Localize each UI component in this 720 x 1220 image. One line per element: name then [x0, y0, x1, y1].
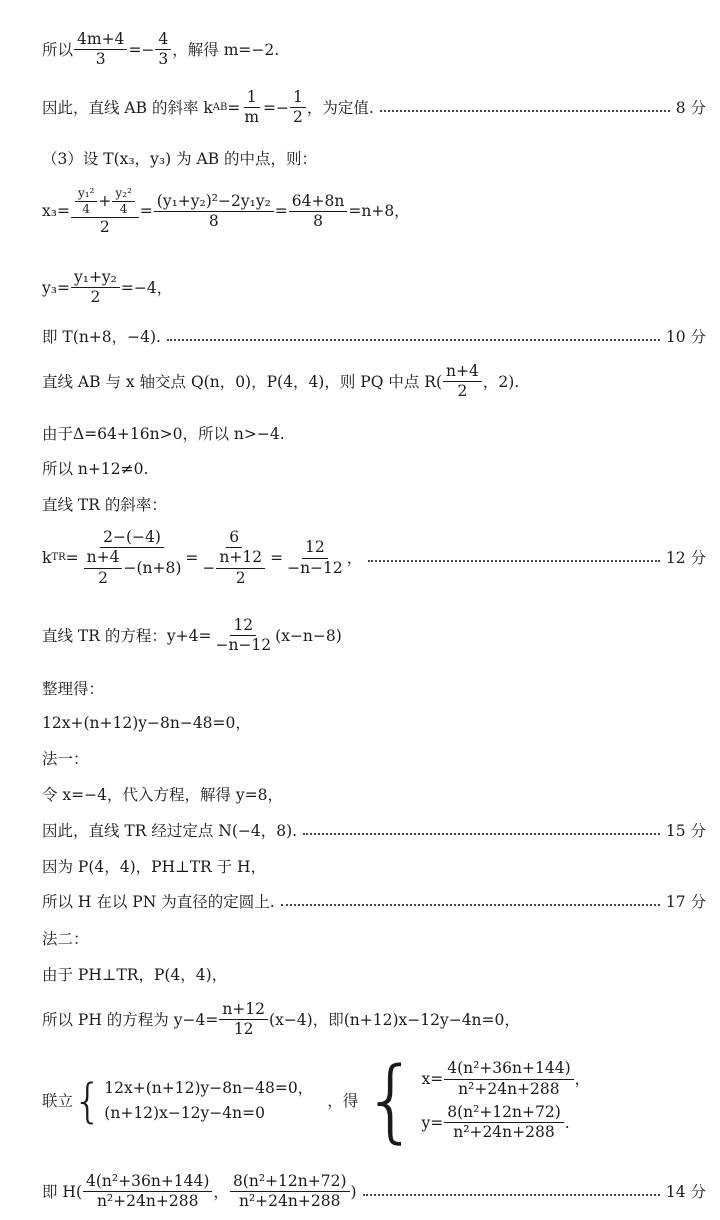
denominator: 3: [158, 50, 169, 69]
fraction: [80, 528, 185, 588]
text: =: [270, 548, 284, 567]
line-24: [42, 1172, 706, 1212]
fraction: [241, 88, 262, 128]
fraction: [212, 616, 274, 656]
line-14: [42, 714, 706, 733]
denominator: n²+24n+288: [96, 1192, 199, 1211]
text: =: [185, 548, 199, 567]
subscript: TR: [51, 552, 66, 564]
fraction: [443, 362, 482, 402]
denominator: 4: [82, 202, 90, 216]
text: 法一：: [42, 750, 89, 768]
fraction: [112, 186, 134, 217]
text: 即 T(n+8，−4).: [42, 328, 161, 346]
line-12: [42, 616, 706, 656]
line-20: [42, 930, 706, 949]
numerator: 64+8n: [289, 192, 348, 212]
numerator: 12: [302, 538, 328, 558]
numerator: 1: [244, 88, 260, 108]
dot-leader: [281, 904, 660, 906]
fraction: [154, 192, 274, 232]
denominator: n²+24n+288: [238, 1192, 341, 1211]
score-label: 15 分: [665, 822, 706, 840]
line-16: [42, 786, 706, 805]
fraction: [284, 538, 346, 578]
text: =n+8，: [348, 202, 410, 221]
text: ，得: [327, 1091, 359, 1110]
denominator: [80, 548, 185, 588]
dot-leader: [303, 833, 660, 835]
numerator: 4(n²+36n+144): [83, 1172, 212, 1192]
numerator: 12: [230, 616, 256, 636]
denominator: 2: [235, 568, 246, 587]
text: =−4，: [120, 278, 173, 297]
fraction: [290, 88, 306, 128]
text: 因为 P(4，4)，PH⊥TR 于 H，: [42, 858, 267, 876]
text: 直线 AB 与 x 轴交点 Q(n，0)，P(4，4)，则 PQ 中点 R(: [42, 372, 442, 391]
text: 所以 H 在以 PN 为直径的定圆上.: [42, 893, 275, 911]
denominator: 2: [457, 382, 468, 401]
text: 12x+(n+12)y−8n−48=0，: [42, 714, 251, 732]
system-rows: [421, 1059, 590, 1143]
denominator: 3: [95, 50, 106, 69]
text: 即 H(: [42, 1182, 82, 1201]
text: .: [564, 1113, 570, 1132]
text: +: [98, 191, 112, 210]
text: 直线 TR 的斜率：: [42, 496, 167, 514]
text: 整理得：: [42, 680, 105, 698]
denominator: 2: [98, 568, 108, 587]
dot-leader: [167, 339, 660, 341]
score-label: 12 分: [665, 548, 706, 567]
text: =: [139, 202, 153, 221]
numerator: 8(n²+12n+72): [444, 1103, 564, 1123]
text: ，: [346, 548, 363, 567]
line-13: [42, 680, 706, 699]
text: ，: [574, 1069, 591, 1088]
numerator: n+4: [443, 362, 482, 382]
equation-system: [73, 1074, 314, 1128]
text: （3）设 T(x₃，y₃) 为 AB 的中点，则：: [42, 150, 318, 168]
score-label: 17 分: [665, 893, 706, 911]
y-solution: [421, 1103, 590, 1143]
fraction: [74, 30, 127, 70]
numerator: n+4: [84, 548, 123, 568]
fraction: [75, 186, 97, 217]
line-11: [42, 528, 706, 588]
line-3: [42, 150, 706, 169]
score-label: 14 分: [665, 1182, 706, 1201]
numerator: 1: [290, 88, 306, 108]
numerator: y₂²: [112, 186, 134, 202]
numerator: 2−(−4): [100, 528, 164, 548]
fraction: [444, 1103, 564, 1143]
line-1: [42, 30, 706, 70]
numerator: 4(n²+36n+144): [444, 1059, 573, 1079]
equation: 12x+(n+12)y−8n−48=0，: [104, 1079, 314, 1098]
text: =: [65, 548, 79, 567]
text: −: [202, 558, 216, 577]
denominator: 2: [293, 108, 303, 127]
line-2: [42, 88, 706, 128]
text: 联立: [42, 1091, 74, 1110]
dot-leader: [363, 1194, 660, 1196]
text: =−: [128, 40, 155, 59]
text: 由于 PH⊥TR，P(4，4)，: [42, 966, 228, 984]
denominator: 8: [313, 212, 324, 231]
text: (x−4)，即(n+12)x−12y−4n=0，: [269, 1010, 520, 1029]
fraction: [199, 528, 269, 588]
text: =−: [263, 98, 290, 117]
numerator: 4: [155, 30, 171, 50]
text: =: [227, 98, 241, 117]
denominator: 8: [208, 212, 219, 231]
line-22: [42, 1000, 706, 1040]
fraction: [289, 192, 348, 232]
denominator: n²+24n+288: [458, 1079, 560, 1098]
denominator: 2: [90, 288, 101, 307]
fraction: [230, 1172, 350, 1212]
text: x=: [421, 1069, 444, 1088]
denominator: 4: [119, 202, 128, 216]
equation: (n+12)x−12y−4n=0: [104, 1104, 265, 1122]
denominator: 12: [233, 1020, 254, 1039]
fraction: [155, 30, 171, 70]
numerator: [71, 186, 139, 218]
text: ，解得 m=−2.: [172, 40, 280, 59]
score-label: 10 分: [665, 328, 706, 346]
text: y₃=: [42, 278, 70, 297]
left-brace: {: [362, 1048, 420, 1153]
text: =: [274, 202, 288, 221]
fraction: [71, 268, 120, 308]
line-17: [42, 822, 706, 841]
text: ，: [213, 1182, 229, 1201]
subscript: AB: [212, 101, 228, 113]
line-6: [42, 328, 706, 347]
text: y=: [421, 1113, 444, 1132]
line-15: [42, 750, 706, 769]
text: 所以 PH 的方程为 y−4=: [42, 1010, 219, 1029]
numerator: y₁²: [75, 186, 97, 202]
fraction: [444, 1059, 573, 1099]
score-label: 8 分: [675, 98, 706, 117]
numerator: 4m+4: [74, 30, 127, 50]
text: ，为定值.: [306, 98, 374, 117]
line-5: [42, 268, 706, 308]
text: (x−n−8): [275, 626, 342, 645]
numerator: n+12: [216, 548, 265, 568]
line-19: [42, 893, 706, 912]
text: 所以 n+12≠0.: [42, 460, 149, 478]
numerator: n+12: [219, 1000, 268, 1020]
numerator: y₁+y₂: [71, 268, 120, 288]
line-8: [42, 425, 706, 444]
text: 因此，直线 TR 经过定点 N(−4，8).: [42, 822, 298, 840]
denominator: m: [244, 108, 260, 127]
x-solution: [421, 1059, 590, 1099]
line-21: [42, 966, 706, 985]
dot-leader: [380, 110, 670, 112]
line-4: [42, 186, 706, 237]
denominator: [199, 548, 269, 588]
text: k: [42, 548, 52, 567]
text: ): [350, 1182, 357, 1201]
line-23: [42, 1048, 706, 1153]
denominator: −n−12: [215, 636, 272, 655]
text: 法二：: [42, 930, 89, 948]
line-9: [42, 460, 706, 479]
line-18: [42, 858, 706, 877]
system-rows: [104, 1079, 313, 1122]
text: x₃=: [42, 202, 70, 221]
fraction: [84, 548, 123, 588]
dot-leader: [368, 560, 660, 562]
text: 令 x=−4，代入方程，解得 y=8，: [42, 786, 284, 804]
fraction: [83, 1172, 212, 1212]
denominator: 2: [99, 218, 110, 236]
line-10: [42, 496, 706, 515]
left-brace: {: [73, 1074, 103, 1128]
text: ，2).: [482, 372, 520, 391]
numerator: 8(n²+12n+72): [230, 1172, 350, 1192]
solution-system: [362, 1048, 591, 1153]
fraction: [219, 1000, 268, 1040]
numerator: (y₁+y₂)²−2y₁y₂: [154, 192, 274, 212]
text: 所以: [42, 40, 74, 59]
text: 直线 TR 的方程：y+4=: [42, 626, 212, 645]
denominator: n²+24n+288: [453, 1123, 555, 1142]
text: 由于Δ=64+16n>0，所以 n>−4.: [42, 425, 285, 443]
fraction: [216, 548, 265, 588]
numerator: 6: [226, 528, 242, 548]
line-7: [42, 362, 706, 402]
text: −(n+8): [123, 558, 182, 577]
fraction: [71, 186, 139, 237]
text: 因此，直线 AB 的斜率 k: [42, 98, 213, 117]
denominator: −n−12: [287, 558, 343, 577]
